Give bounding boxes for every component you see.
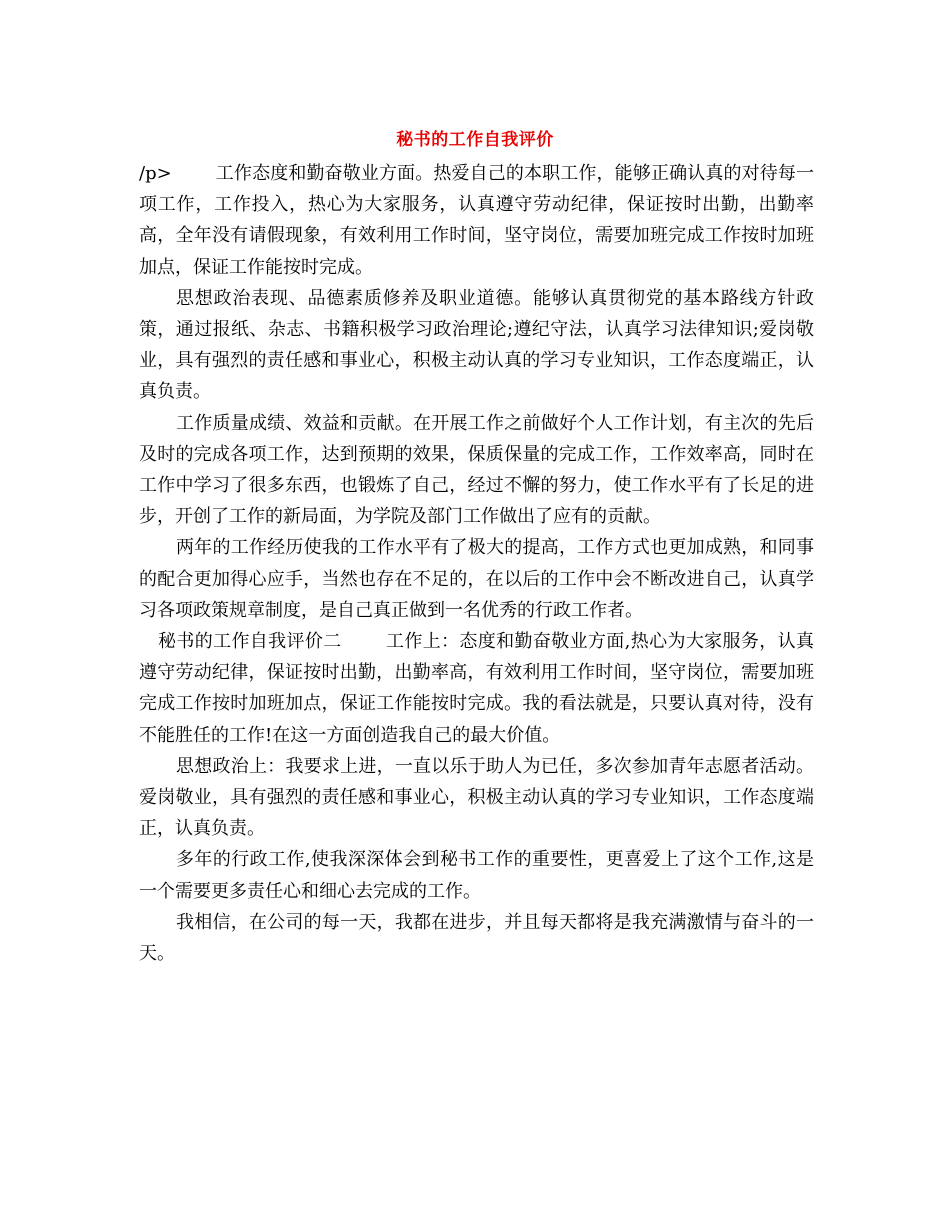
paragraph-text: 工作上：态度和勤奋敬业方面,热心为大家服务，认真遵守劳动纪律，保证按时出勤，出勤率高，有效利用工作时间，坚守岗位，需要加班完成工作按时加班加点，保证工作能按时完成。我的看法就是，只要认真对待，没有不能胜任的工作!在这一方面创造我自己的最大价值。 <box>139 631 814 746</box>
paragraph-political-ethics: 思想政治表现、品德素质修养及职业道德。能够认真贯彻党的基本路线方针政策，通过报纸、杂志、书籍积极学习政治理论;遵纪守法，认真学习法律知识;爱岗敬业，具有强烈的责任感和事业心，积极主动认真的学习专业知识，工作态度端正，认真负责。 <box>139 287 814 403</box>
paragraph-closing: 我相信，在公司的每一天，我都在进步，并且每天都将是我充满激情与奋斗的一天。 <box>139 911 814 965</box>
paragraph-section-two-work <box>139 626 814 751</box>
document-title: 秘书的工作自我评价 <box>396 130 554 150</box>
document-body <box>139 158 814 969</box>
paragraph-text: 工作态度和勤奋敬业方面。热爱自己的本职工作，能够正确认真的对待每一项工作，工作投入，热心为大家服务，认真遵守劳动纪律，保证按时出勤，出勤率高，全年没有请假现象，有效利用工作时间，坚守岗位，需要加班完成工作按时加班加点，保证工作能按时完成。 <box>139 163 814 278</box>
paragraph-quality-results: 工作质量成绩、效益和贡献。在开展工作之前做好个人工作计划，有主次的先后及时的完成各项工作，达到预期的效果，保质保量的完成工作，工作效率高，同时在工作中学习了很多东西，也锻炼了自己，经过不懈的努力，使工作水平有了长足的进步，开创了工作的新局面，为学院及部门工作做出了应有的贡献。 <box>139 412 814 528</box>
section-heading: 秘书的工作自我评价二 <box>158 631 342 653</box>
paragraph-work-attitude <box>139 158 814 283</box>
paragraph-political-thought: 思想政治上：我要求上进，一直以乐于助人为已任，多次参加青年志愿者活动。爱岗敬业，具有强烈的责任感和事业心，积极主动认真的学习专业知识，工作态度端正，认真负责。 <box>139 755 814 840</box>
paragraph-admin-work: 多年的行政工作,使我深深体会到秘书工作的重要性，更喜爱上了这个工作,这是一个需要更多责任心和细心去完成的工作。 <box>139 849 814 902</box>
paragraph-prefix: /p> <box>139 163 172 184</box>
paragraph-two-years-experience: 两年的工作经历使我的工作水平有了极大的提高，工作方式也更加成熟，和同事的配合更加得心应手，当然也存在不足的，在以后的工作中会不断改进自己，认真学习各项政策规章制度，是自己真正做到一名优秀的行政工作者。 <box>139 537 814 621</box>
